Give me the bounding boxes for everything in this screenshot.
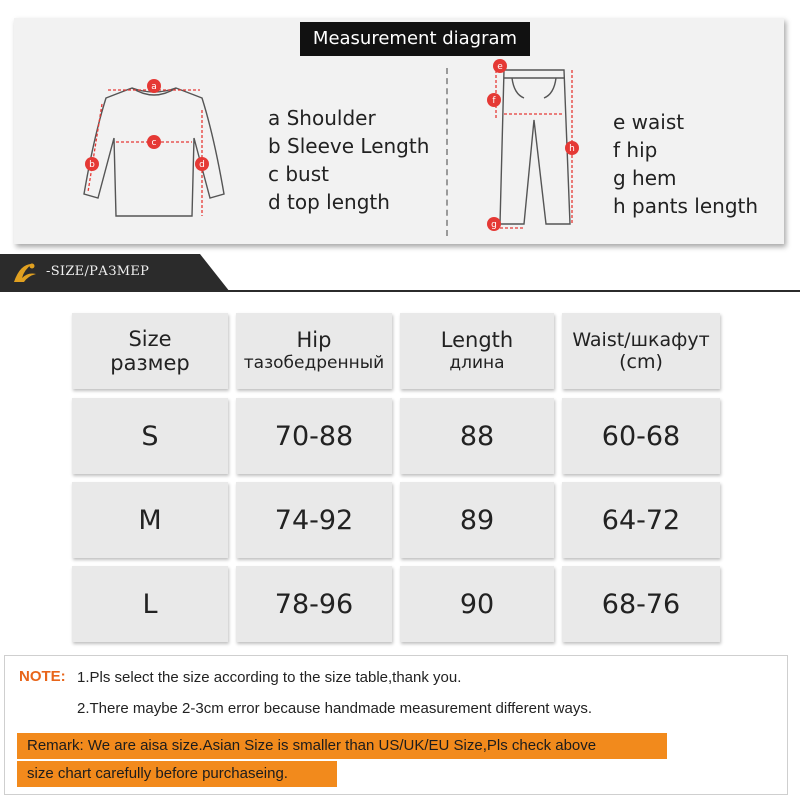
diagram-divider [446,68,448,236]
legend-top-length: d top length [268,190,390,214]
waist-value: 60-68 [601,420,681,452]
measurement-diagram-panel [14,18,784,244]
length-value: 89 [459,504,495,536]
legend-hem: g hem [613,166,677,190]
waist-value: 64-72 [601,504,681,536]
header-hip [236,313,392,389]
table-cell [400,482,554,558]
table-cell [72,398,228,474]
remark-line-1: Remark: We are aisa size.Asian Size is smaller than US/UK/EU Size,Pls check above [17,733,667,759]
table-cell [562,482,720,558]
table-cell [236,482,392,558]
legend-shoulder: a Shoulder [268,106,376,130]
header-length [400,313,554,389]
header-hip-main: Hip [296,328,332,352]
size-value: M [138,504,162,536]
legend-sleeve-length: b Sleeve Length [268,134,430,158]
pants-mark-f: f [492,96,496,106]
header-length-main: Length [440,328,514,352]
length-value: 90 [459,588,495,620]
top-measure-legend [268,104,429,216]
header-size [72,313,228,389]
note-label: NOTE: [19,668,66,685]
header-waist-main: Waist/шкафут [572,329,710,351]
header-waist-sub: (cm) [619,351,663,373]
legend-hip: f hip [613,138,658,162]
legend-bust: c bust [268,162,329,186]
header-size-sub: размер [110,351,190,375]
shirt-mark-b: b [89,160,95,170]
legend-waist: e waist [613,110,685,134]
length-value: 88 [459,420,495,452]
brand-logo-icon [10,260,40,286]
hip-value: 78-96 [274,588,354,620]
size-header-line [220,290,800,292]
size-value: S [141,420,159,452]
waist-value: 68-76 [601,588,681,620]
table-cell [236,566,392,642]
table-cell [72,566,228,642]
pants-mark-e: e [497,62,503,72]
diagram-title: Measurement diagram [300,22,530,56]
table-cell [236,398,392,474]
remark-line-2: size chart carefully before purchaseing. [17,761,337,787]
legend-pants-length: h pants length [613,194,759,218]
hip-value: 74-92 [274,504,354,536]
header-size-main: Size [128,327,172,351]
note-line-1: 1.Pls select the size according to the size table,thank you. [77,669,462,686]
shirt-mark-c: c [151,138,157,148]
notes-box [4,655,788,795]
table-cell [562,398,720,474]
pants-mark-h: h [569,144,575,154]
pants-mark-g: g [491,220,497,230]
header-waist [562,313,720,389]
pants-measure-legend [613,108,758,220]
table-cell [72,482,228,558]
table-cell [400,566,554,642]
hip-value: 70-88 [274,420,354,452]
table-cell [562,566,720,642]
note-line-2: 2.There maybe 2-3cm error because handmade measurement different ways. [77,700,592,717]
pants-illustration [474,56,594,231]
size-value: L [142,588,158,620]
top-garment-illustration [74,76,234,226]
size-section-header [0,254,800,296]
table-cell [400,398,554,474]
header-hip-sub: тазобедренный [243,353,385,373]
size-header-label: -SIZE/РАЗМЕР [46,264,150,279]
shirt-mark-a: a [151,82,157,92]
header-length-sub: длина [449,353,505,373]
shirt-mark-d: d [199,160,205,170]
